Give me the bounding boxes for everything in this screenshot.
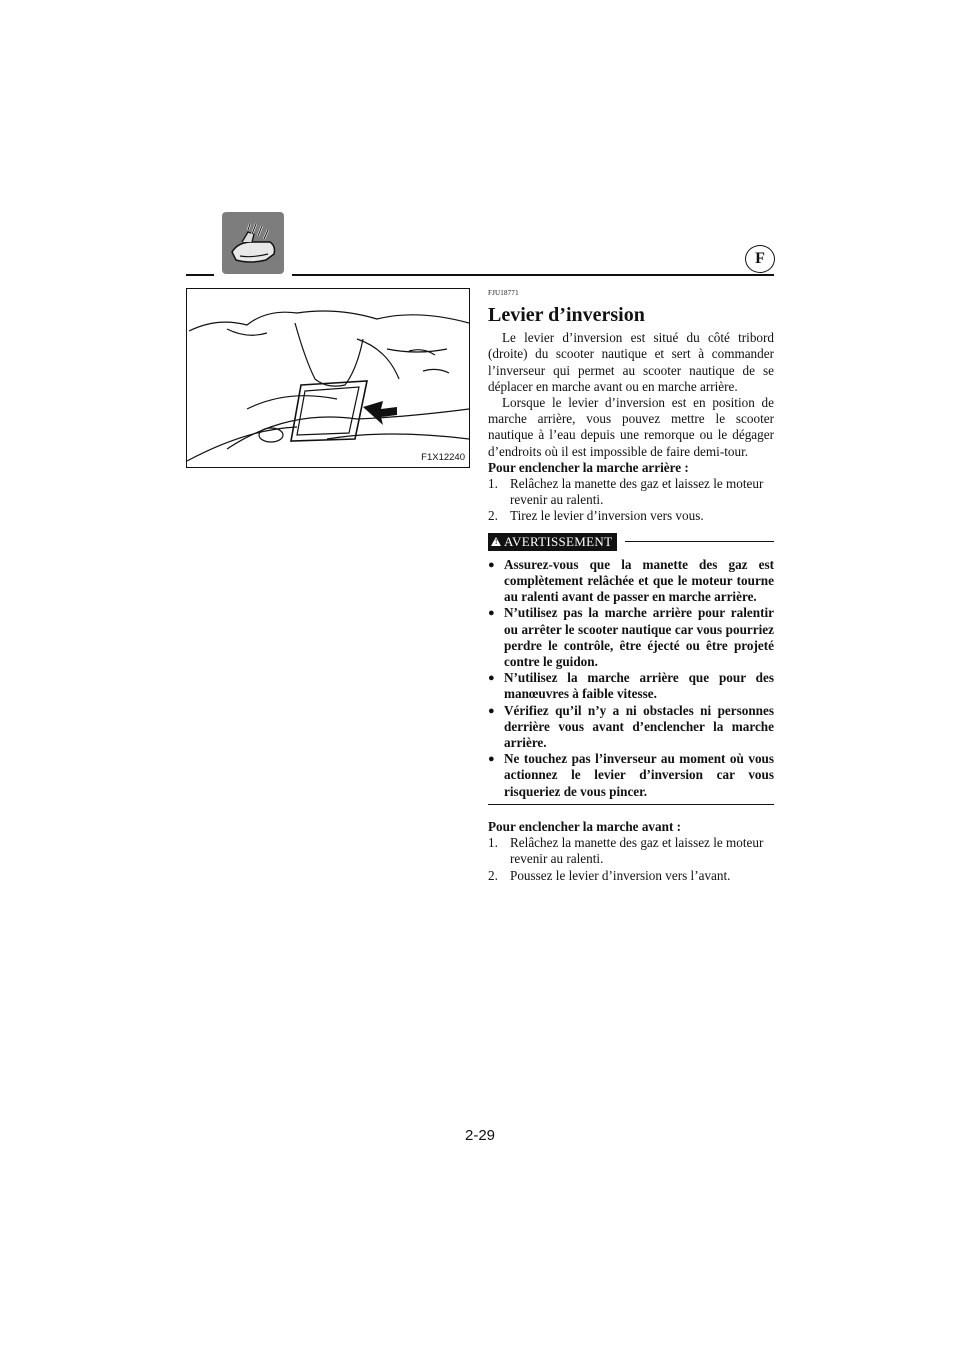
page-number: 2-29: [464, 1127, 496, 1144]
bullet-icon: ●: [488, 672, 495, 685]
warning-bullet: ● Ne touchez pas l’inverseur au moment où vous actionnez le levier d’inversion car vous risqueriez de vous pincer.: [488, 751, 774, 799]
section-title: Levier d’inversion: [488, 304, 645, 327]
warning-icon: !: [491, 537, 501, 546]
warning-label: ! AVERTISSEMENT: [488, 533, 617, 551]
warning-bullet: ● Assurez-vous que la manette des gaz est complètement relâchée et que le moteur tourne au ralenti avant de passer en marche arrière.: [488, 556, 774, 605]
warning-end-rule: [488, 804, 774, 805]
paragraph: Le levier d’inversion est situé du côté tribord (droite) du scooter nautique et sert à commander l’inverseur qui permet au scooter nautique de se déplacer en marche avant ou en marche arrière.: [488, 330, 774, 394]
list-item: 2. Tirez le levier d’inversion vers vous.: [488, 508, 704, 524]
list-item: 2. Poussez le levier d’inversion vers l’avant.: [488, 867, 731, 883]
figure-code: F1X12240: [421, 452, 465, 463]
warning-header: [488, 533, 774, 551]
paragraph: Lorsque le levier d’inversion est en position de marche arrière, vous pouvez mettre le scooter nautique à l’eau depuis une remorque ou le dégager d’endroits où il est impossible de faire demi-tour.: [488, 395, 774, 459]
bullet-icon: ●: [488, 704, 495, 717]
reverse-lever-illustration: [186, 288, 470, 468]
personal-watercraft-icon: [222, 212, 284, 274]
header-rule: [292, 274, 774, 276]
language-badge: F: [745, 245, 775, 273]
list-item: 1. Relâchez la manette des gaz et laissez le moteur revenir au ralenti.: [488, 476, 764, 508]
bullet-icon: ●: [488, 558, 495, 571]
warning-bullet: ● N’utilisez la marche arrière que pour des manœuvres à faible vitesse.: [488, 670, 774, 702]
list-item: 1. Relâchez la manette des gaz et laissez le moteur revenir au ralenti.: [488, 835, 764, 867]
section-content: [488, 285, 774, 884]
header-rule: [186, 274, 214, 276]
warning-bullet: ● Vérifiez qu’il n’y a ni obstacles ni personnes derrière vous avant d’enclencher la marche arrière.: [488, 702, 774, 751]
bullet-icon: ●: [488, 607, 495, 620]
warning-bullet: ● N’utilisez pas la marche arrière pour ralentir ou arrêter le scooter nautique car vous pourriez perdre le contrôle, être éjecté ou être projeté contre le guidon.: [488, 605, 774, 670]
forward-heading: Pour enclencher la marche avant :: [488, 819, 682, 835]
reverse-heading: Pour enclencher la marche arrière :: [488, 459, 689, 475]
warning-rule: [625, 541, 774, 542]
section-ref-code: FJU18771: [488, 289, 519, 297]
bullet-icon: ●: [488, 753, 495, 766]
